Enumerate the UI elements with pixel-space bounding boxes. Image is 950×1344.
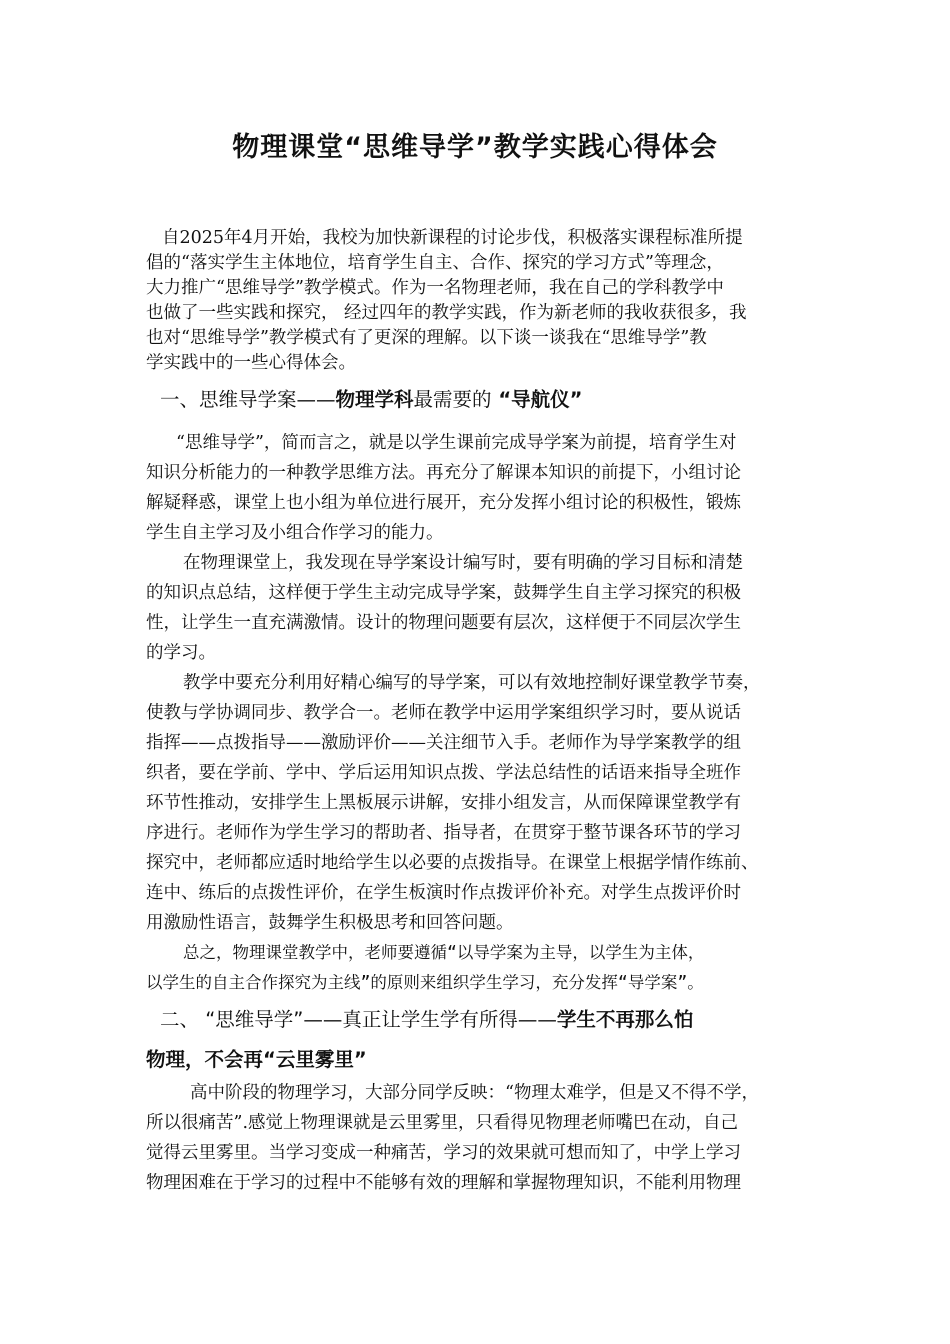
- paragraph-line: 解疑释惑，课堂上也小组为单位进行展开，充分发挥小组讨论的积极性，锻炼: [146, 493, 741, 513]
- paragraph-line: 指挥——点拨指导——激励评价——关注细节入手。老师作为导学案教学的组: [146, 733, 741, 753]
- paragraph-line: 连中、练后的点拨性评价，在学生板演时作点拨评价补充。对学生点拨评价时: [146, 883, 741, 903]
- paragraph-line: 以学生的自主合作探究为主线”的原则来组织学生学习，充分发挥“导学案”。: [146, 973, 704, 992]
- intro-line: 自2025年4月开始，我校为加快新课程的讨论步伐，积极落实课程标准所提: [162, 228, 743, 248]
- intro-line: 学实践中的一些心得体会。: [146, 353, 356, 373]
- paragraph-line: 在物理课堂上，我发现在导学案设计编写时，要有明确的学习目标和清楚: [183, 553, 743, 573]
- paragraph-line: 的学习。: [146, 643, 216, 663]
- paragraph-line: 环节性推动，安排学生上黑板展示讲解，安排小组发言，从而保障课堂教学有: [146, 793, 741, 813]
- section-2-heading: 二、 “思维导学”——真正让学生学有所得——学生不再那么怕: [160, 1008, 694, 1031]
- paragraph-line: 序进行。老师作为学生学习的帮助者、指导者，在贯穿于整节课各环节的学习: [146, 823, 741, 843]
- paragraph-line: 知识分析能力的一种教学思维方法。再充分了解课本知识的前提下，小组讨论: [146, 463, 741, 483]
- paragraph-line: 织者，要在学前、学中、学后运用知识点拨、学法总结性的话语来指导全班作: [146, 763, 741, 783]
- paragraph-line: 用激励性语言，鼓舞学生积极思考和回答问题。: [146, 913, 514, 933]
- paragraph-line: “思维导学”，简而言之，就是以学生课前完成导学案为前提，培育学生对: [176, 433, 737, 453]
- paragraph-line: 教学中要充分利用好精心编写的导学案，可以有效地控制好课堂教学节奏，: [183, 673, 761, 693]
- intro-line: 也做了一些实践和探究， 经过四年的教学实践，作为新老师的我收获很多，我: [146, 303, 747, 323]
- paragraph-line: 高中阶段的物理学习，大部分同学反映：“物理太难学，但是又不得不学，: [190, 1083, 759, 1103]
- paragraph-line: 的知识点总结，这样便于学生主动完成导学案，鼓舞学生自主学习探究的积极: [146, 583, 741, 603]
- paragraph-line: 性，让学生一直充满激情。设计的物理问题要有层次，这样便于不同层次学生: [146, 613, 741, 633]
- paragraph-line: 觉得云里雾里。当学习变成一种痛苦，学习的效果就可想而知了，中学上学习: [146, 1143, 741, 1163]
- paragraph-line: 物理困难在于学习的过程中不能够有效的理解和掌握物理知识，不能利用物理: [146, 1173, 741, 1193]
- paragraph-line: 所以很痛苦”.感觉上物理课就是云里雾里，只看得见物理老师嘴巴在动，自己: [146, 1113, 739, 1133]
- document-title: 物理课堂“思维导学”教学实践心得体会: [232, 132, 718, 163]
- intro-line: 大力推广“思维导学”教学模式。作为一名物理老师，我在自己的学科教学中: [146, 278, 724, 298]
- section-1-heading: 一、思维导学案——物理学科最需要的 “导航仪”: [160, 388, 583, 411]
- intro-line: 也对“思维导学”教学模式有了更深的理解。以下谈一谈我在“思维导学”教: [146, 328, 707, 348]
- paragraph-line: 使教与学协调同步、教学合一。老师在教学中运用学案组织学习时，要从说话: [146, 703, 741, 723]
- section-2-heading-continued: 物理，不会再“云里雾里”: [146, 1048, 367, 1071]
- paragraph-line: 探究中，老师都应适时地给学生以必要的点拨指导。在课堂上根据学情作练前、: [146, 853, 759, 873]
- paragraph-line: 学生自主学习及小组合作学习的能力。: [146, 523, 444, 543]
- paragraph-line: 总之，物理课堂教学中，老师要遵循“以导学案为主导，以学生为主体，: [183, 943, 705, 962]
- intro-line: 倡的“落实学生主体地位，培育学生自主、合作、探究的学习方式”等理念，: [146, 253, 724, 273]
